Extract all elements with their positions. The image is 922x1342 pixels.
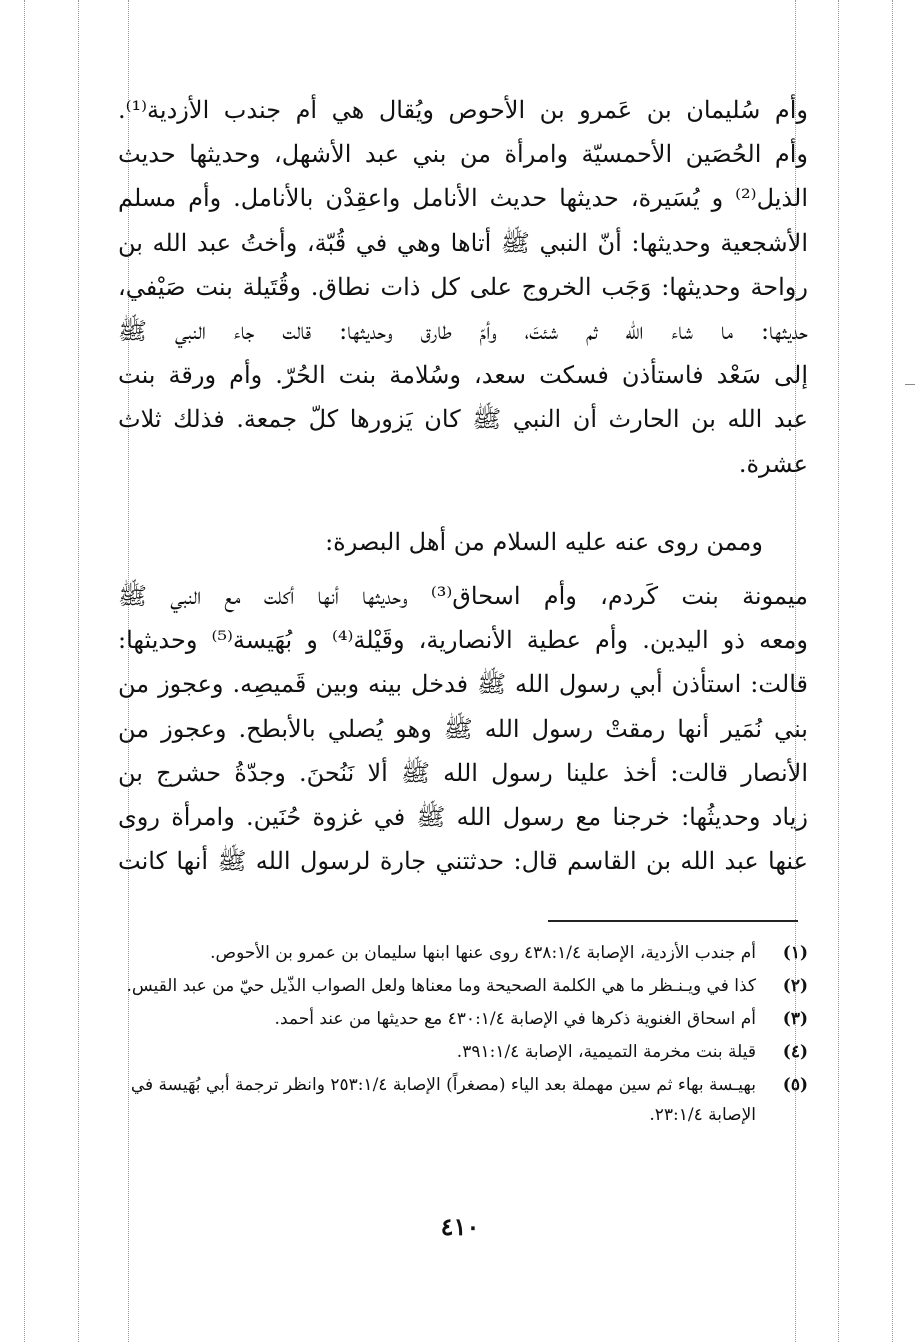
text-line: ميمونة بنت كَردم، وأم اسحاق⁽³⁾ وحديثها أنها أكلت مع النبي ﷺ	[118, 582, 808, 610]
text-line: بني نُمَير أنها رمقتْ رسول الله ﷺ وهو يُصلي بالأبطح. وعجوز من	[118, 714, 808, 743]
footnote	[118, 938, 808, 968]
footnote-text: بهيـسة بهاء ثم سين مهملة بعد الياء (مصغراً) الإصابة ٢٥٣:١/٤ وانظر ترجمة أبي بُهَيسة في الإصابة ٢٣:١/٤.	[130, 1075, 756, 1125]
margin-dotted-line	[78, 0, 79, 1342]
text-line: عبد الله بن الحارث أن النبي ﷺ كان يَزورها كلّ جمعة. فذلك ثلاث	[118, 405, 808, 434]
main-paragraph	[118, 88, 808, 486]
margin-dotted-line	[892, 0, 893, 1342]
footnote-separator	[548, 920, 798, 922]
footnote-text: قيلة بنت مخرمة التميمية، الإصابة ٣٩١:١/٤.	[456, 1042, 756, 1062]
text-line: عنها عبد الله بن القاسم قال: حدثتني جارة لرسول الله ﷺ أنها كانت	[118, 847, 808, 876]
footnote-number: (١)	[782, 943, 808, 963]
footnote	[118, 1070, 808, 1130]
text-line: إلى سَعْد فاستأذن فسكت سعد، وسُلامة بنت الحُرّ. وأم ورقة بنت	[118, 361, 808, 390]
margin-dotted-line	[24, 0, 25, 1342]
section-heading: وممن روى عنه عليه السلام من أهل البصرة:	[325, 528, 763, 556]
text-line: الأنصار قالت: أخذ علينا رسول الله ﷺ ألا نَنُحنَ. وجدّةُ حشرج بن	[118, 758, 808, 787]
footnote-number: (٥)	[782, 1075, 808, 1095]
text-line: الأشجعية وحديثها: أنّ النبي ﷺ أتاها وهي في قُبّة، وأختُ عبد الله بن	[118, 228, 808, 257]
footnote	[118, 1004, 808, 1034]
footnote	[118, 1037, 808, 1067]
text-line: حديثها: ما شاء الله ثم شئتَ، وأمّ طارق وحديثها: قالت جاء النبي ﷺ	[118, 317, 808, 346]
margin-tick-mark	[905, 384, 915, 385]
text-line: زياد وحديثُها: خرجنا مع رسول الله ﷺ في غزوة حُنَين. وامرأة روى	[118, 803, 808, 832]
text-line: قالت: استأذن أبي رسول الله ﷺ فدخل بينه وبين قَميصِه. وعجوز من	[118, 670, 808, 699]
text-line: ومعه ذو اليدين. وأم عطية الأنصارية، وقَيْلة⁽⁴⁾ و بُهَيسة⁽⁵⁾ وحديثها:	[118, 626, 808, 655]
text-line: وأم سُليمان بن عَمرو بن الأحوص ويُقال هي أم جندب الأزدية⁽¹⁾.	[118, 96, 808, 124]
footnote-number: (٢)	[782, 976, 808, 996]
text-line: عشرة.	[738, 449, 808, 478]
text-line: رواحة وحديثها: وَجَب الخروج على كل ذات نطاق. وقُتَيلة بنت صَيْفي،	[118, 272, 808, 301]
footnote	[118, 971, 808, 1001]
footnotes	[118, 938, 808, 1133]
footnote-text: أم جندب الأزدية، الإصابة ٤٣٨:١/٤ روى عنها ابنها سليمان بن عمرو بن الأحوص.	[210, 943, 756, 963]
margin-dotted-line	[838, 0, 839, 1342]
footnote-text: أم اسحاق الغنوية ذكرها في الإصابة ٤٣٠:١/٤ مع حديثها من عند أحمد.	[274, 1009, 756, 1029]
text-line: وأم الحُصَين الأحمسيّة وامرأة من بني عبد الأشهل، وحديثها حديث	[118, 140, 808, 169]
text-line: الذيل⁽²⁾ و يُسَيرة، حديثها حديث الأنامل واعقِدْن بالأنامل. وأم مسلم	[118, 184, 808, 213]
footnote-number: (٤)	[782, 1042, 808, 1062]
footnote-number: (٣)	[782, 1009, 808, 1029]
page-number: ٤١٠	[440, 1212, 480, 1241]
second-paragraph	[118, 574, 808, 883]
footnote-text: كذا في ويـنـظر ما هي الكلمة الصحيحة وما معناها ولعل الصواب الذّيل حيّ من عبد القيس.	[126, 976, 756, 996]
